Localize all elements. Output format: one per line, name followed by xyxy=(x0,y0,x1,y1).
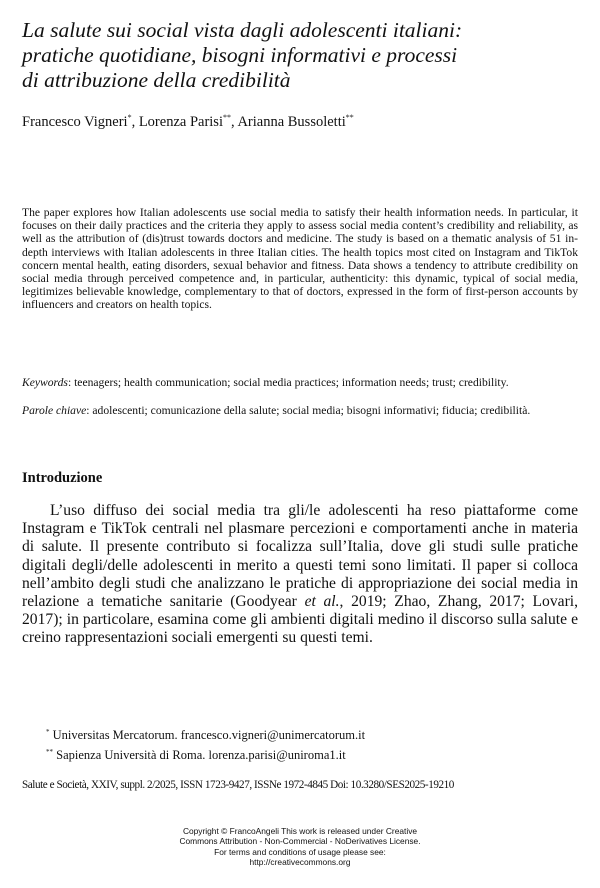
author-list xyxy=(22,113,354,131)
section-heading: Introduzione xyxy=(22,470,103,486)
author-name: Francesco Vigneri xyxy=(22,113,128,130)
copyright-link[interactable]: http://creativecommons.org xyxy=(249,857,351,868)
intro-et-al: et al. xyxy=(304,593,340,611)
parole-chiave-label: Parole chiave xyxy=(22,404,87,417)
footnote-text: Sapienza Università di Roma. lorenza.parisi@uniroma1.it xyxy=(53,748,346,763)
footnote xyxy=(46,724,365,744)
keywords-text: : teenagers; health communication; social media practices; information needs; trust; credibility. xyxy=(67,376,509,389)
title-line: di attribuzione della credibilità xyxy=(22,68,291,92)
copyright-line: Copyright © FrancoAngeli This work is released under Creative xyxy=(182,826,418,836)
author-affiliation-mark: * xyxy=(127,113,132,122)
author-affiliation-mark: ** xyxy=(345,113,354,122)
abstract: The paper explores how Italian adolescents use social media to satisfy their health information needs. In particular, it focuses on their daily practices and the criteria they apply to assess social media content’s credibility and reliability, as well as the attribution of (dis)trust towards doctors and medicine. The study is based on a thematic analysis of 51 in-depth interviews with Italian adolescents in three Italian cities. The health topics most cited on Instagram and TikTok concern mental health, eating disorders, sexual behavior and fitness. Data shows a tendency to attribute credibility on social media through perceived competence and, in particular, authenticity: this dynamic, typical of social media, legitimizes believable knowledge, complementary to that of doctors, expressed in the form of first-person accounts by influencers and creators on health topics. xyxy=(22,206,578,312)
author-separator: , xyxy=(131,113,139,130)
intro-text-part1: L’uso diffuso dei social media tra gli/le adolescenti ha reso piattaforme come Instagram e TikTok centrali nel plasmare percezioni e comportamenti anche in materia di salute. Il presente contributo si focalizza sull’Italia, dove gli studi sulle pratiche digitali degli/delle adolescenti in merito a questi temi sono limitati. Il paper si colloca nell’ambito degli studi che analizzano le pratiche di appropriazione dei social media in relazione a tematiche sanitarie (Goodyear xyxy=(22,502,578,611)
keywords xyxy=(22,376,578,389)
parole-chiave-text: : adolescenti; comunicazione della salute; social media; bisogni informativi; fiducia; credibilità. xyxy=(86,404,531,417)
author-affiliation-mark: ** xyxy=(222,113,231,122)
title-line: La salute sui social vista dagli adolescenti italiani: xyxy=(22,18,463,42)
intro-text-part2: , 2019; Zhao, Zhang, 2017; Lovari, 2017); in particolare, esamina come gli ambienti digitali medino il discorso sulla salute e creino rappresentazioni sociali emergenti su questi temi. xyxy=(22,593,578,647)
parole-chiave xyxy=(22,404,578,417)
footnotes xyxy=(46,724,365,764)
author-name: Arianna Bussoletti xyxy=(237,113,346,130)
footnote-mark: ** xyxy=(46,748,53,757)
journal-citation: Salute e Società, XXIV, suppl. 2/2025, ISSN 1723-9427, ISSNe 1972-4845 Doi: 10.3280/SES2025-19210 xyxy=(22,779,454,791)
footnote-text: Universitas Mercatorum. francesco.vigneri@unimercatorum.it xyxy=(49,728,366,743)
copyright-line: Commons Attribution - Non-Commercial - NoDerivatives License. xyxy=(179,836,421,847)
title-line: pratiche quotidiane, bisogni informativi e processi xyxy=(22,43,458,67)
copyright-notice xyxy=(0,826,600,868)
footnote-mark: * xyxy=(46,728,50,736)
author-separator: , xyxy=(230,113,238,130)
keywords-label: Keywords xyxy=(22,376,68,389)
copyright-line: For terms and conditions of usage please see: xyxy=(214,846,386,857)
paper-title xyxy=(22,18,582,93)
author-name: Lorenza Parisi xyxy=(138,113,223,130)
intro-paragraph xyxy=(22,502,578,648)
footnote xyxy=(46,744,365,764)
